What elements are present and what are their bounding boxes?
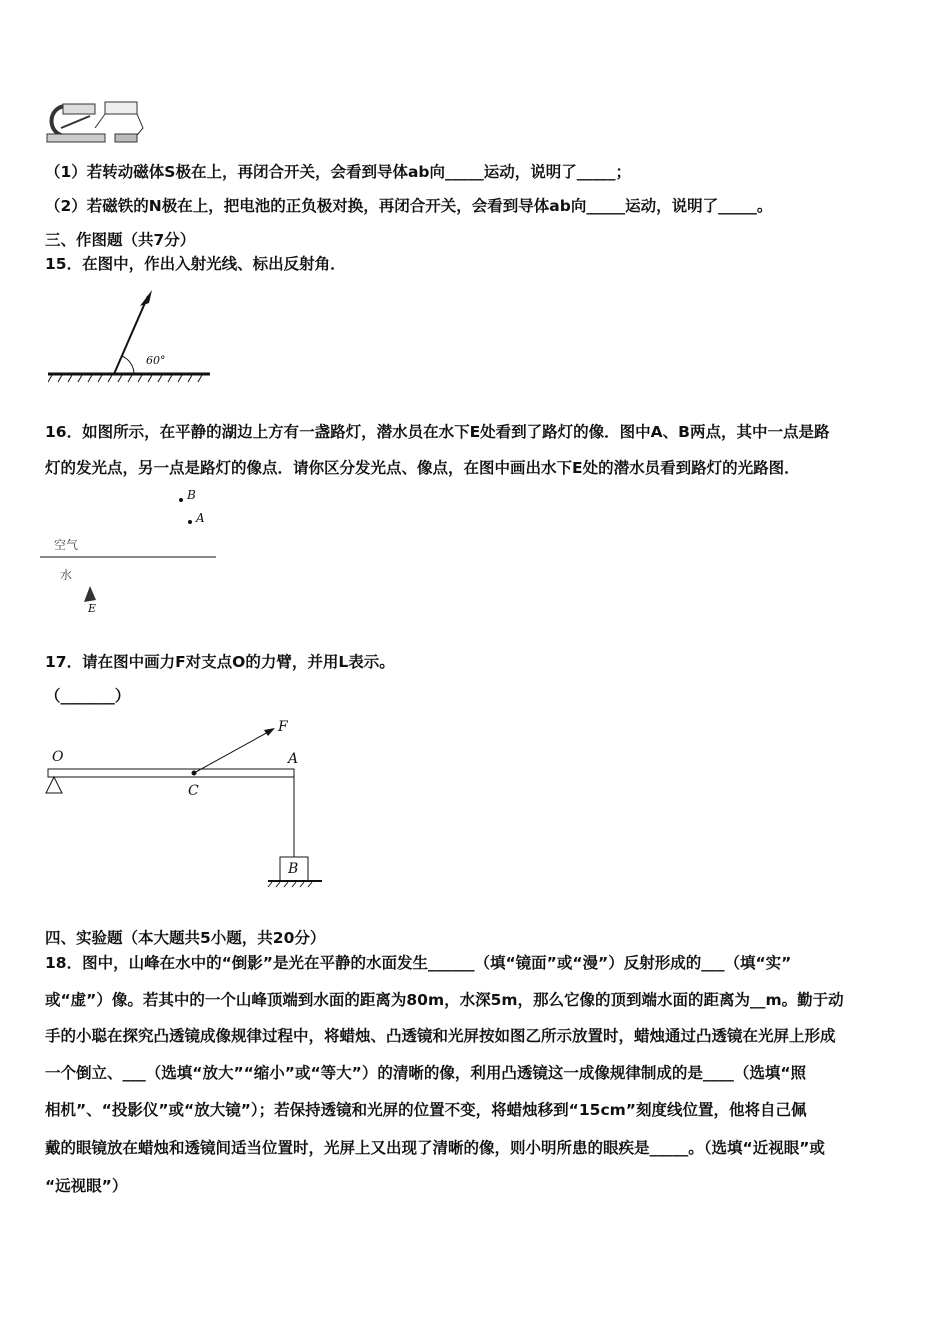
- label-a: A: [288, 751, 299, 767]
- q18-line3: 手的小聪在探究凸透镜成像规律过程中，将蜡烛、凸透镜和光屏按如图乙所示放置时，蜡烛通过凸透镜在光屏上形成: [45, 1027, 836, 1045]
- q16-line1: 16．如图所示，在平静的湖边上方有一盏路灯，潜水员在水下E处看到了路灯的像．图中A、B两点，其中一点是路: [45, 423, 830, 441]
- label-air: 空气: [54, 538, 79, 552]
- q17-lever-figure: [42, 715, 322, 895]
- q17-text: 17．请在图中画力F对支点O的力臂，并用L表示。: [45, 653, 395, 671]
- label-a: A: [196, 511, 205, 525]
- q18-line2: 或“虚”）像。若其中的一个山峰顶端到水面的距离为80m，水深5m，那么它像的顶到端水面的距离为__m。勤于动: [45, 991, 844, 1009]
- label-c: C: [188, 783, 199, 799]
- label-b: B: [187, 488, 196, 502]
- q18-line5: 相机”、“投影仪”或“放大镜”）；若保持透镜和光屏的位置不变，将蜡烛移到“15cm”刻度线位置，他将自己佩: [45, 1101, 807, 1119]
- section4-title: 四、实验题（本大题共5小题，共20分）: [45, 929, 326, 947]
- label-f: F: [278, 719, 288, 735]
- eye-icon: [80, 584, 100, 604]
- q15-text: 15．在图中，作出入射光线、标出反射角．: [45, 255, 346, 273]
- q16-lake-figure: [40, 486, 220, 621]
- point-a: [188, 520, 192, 524]
- label-e: E: [88, 602, 97, 615]
- arrowhead-icon: [140, 290, 152, 306]
- q16-line2: 灯的发光点，另一点是路灯的像点．请你区分发光点、像点，在图中画出水下E处的潜水员看到路灯的光路图．: [45, 459, 800, 477]
- reflected-ray: [114, 296, 148, 374]
- q18-line4: 一个倒立、___（选填“放大”“缩小”或“等大”）的清晰的像，利用凸透镜这一成像规律制成的是____（选填“照: [45, 1064, 807, 1082]
- point-b: [179, 498, 183, 502]
- q18-line6: 戴的眼镜放在蜡烛和透镜间适当位置时，光屏上又出现了清晰的像，则小明所患的眼疾是_____。（选填“近视眼”或: [45, 1139, 825, 1157]
- motor-apparatus-figure: [45, 98, 150, 146]
- q18-line1: 18．图中，山峰在水中的“倒影”是光在平静的水面发生______（填“镜面”或“漫”）反射形成的___（填“实”: [45, 954, 792, 972]
- label-b: B: [288, 861, 299, 877]
- q14-part2: （2）若磁铁的N极在上，把电池的正负极对换，再闭合开关，会看到导体ab向_____运动，说明了_____。: [45, 197, 773, 215]
- q17-answer-blank: （_______）: [45, 687, 131, 705]
- q18-line7: “远视眼”）: [45, 1177, 128, 1195]
- q15-mirror-figure: [48, 288, 213, 383]
- section3-title: 三、作图题（共7分）: [45, 231, 196, 249]
- water-surface: [40, 556, 216, 558]
- angle-label: 60°: [146, 354, 166, 367]
- label-o: O: [52, 749, 64, 765]
- label-water: 水: [60, 568, 73, 582]
- q14-part1: （1）若转动磁体S极在上，再闭合开关，会看到导体ab向_____运动，说明了_____；: [45, 163, 632, 181]
